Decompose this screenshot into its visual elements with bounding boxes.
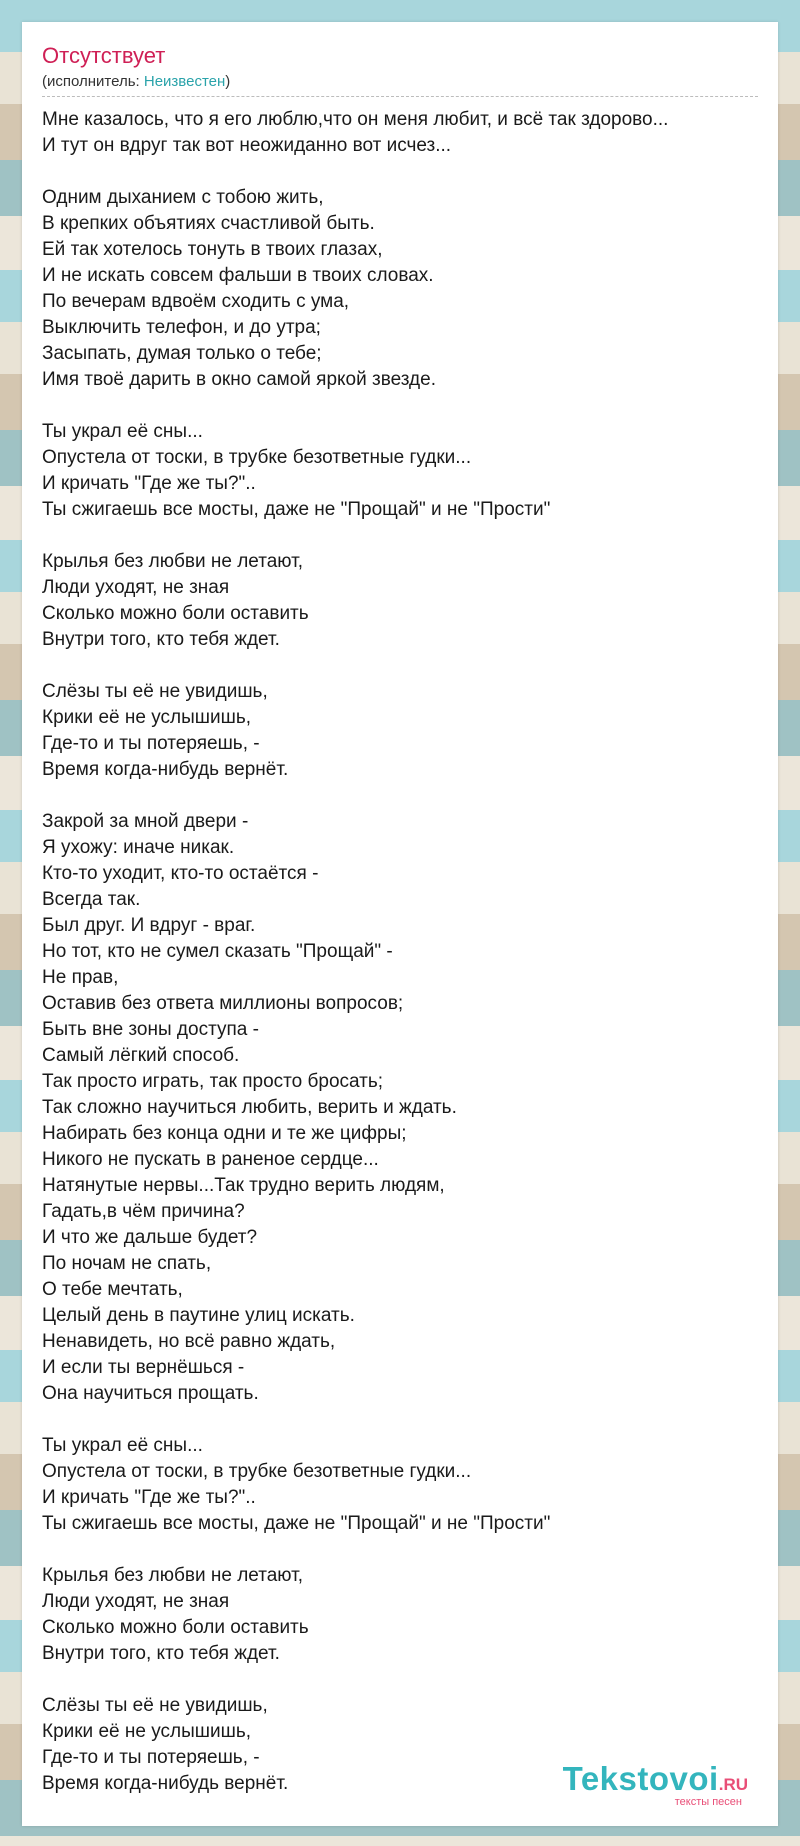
lyrics-blank-line [42, 159, 758, 185]
lyrics-line: Никого не пускать в раненое сердце... [42, 1149, 379, 1170]
lyrics-line: Так просто играть, так просто бросать; [42, 1071, 384, 1092]
lyrics-line: Ненавидеть, но всё равно ждать, [42, 1331, 336, 1352]
lyrics-line: И если ты вернёшься - [42, 1357, 245, 1378]
lyrics-line: Внутри того, кто тебя ждет. [42, 629, 280, 650]
logo-subtitle: тексты песен [674, 1796, 742, 1808]
lyrics-line: Быть вне зоны доступа - [42, 1019, 259, 1040]
lyrics-line: Крылья без любви не летают, [42, 551, 303, 572]
lyrics-line: Оставив без ответа миллионы вопросов; [42, 993, 404, 1014]
lyrics-line: Слёзы ты её не увидишь, [42, 681, 268, 702]
lyrics-line: Люди уходят, не зная [42, 1591, 230, 1612]
lyrics-line: Имя твоё дарить в окно самой яркой звезде. [42, 369, 436, 390]
lyrics-line: Опустела от тоски, в трубке безответные гудки... [42, 447, 472, 468]
lyrics-line: Ты украл её сны... [42, 421, 203, 442]
lyrics-line: Я ухожу: иначе никак. [42, 837, 235, 858]
lyrics-line: Ты украл её сны... [42, 1435, 203, 1456]
lyrics-line: Был друг. И вдруг - враг. [42, 915, 256, 936]
lyrics-blank-line [42, 653, 758, 679]
performer-suffix: ) [225, 73, 231, 90]
song-title: Отсутствует [42, 43, 166, 68]
lyrics-line: И не искать совсем фальши в твоих словах. [42, 265, 434, 286]
lyrics-line: Крики её не услышишь, [42, 1721, 252, 1742]
lyrics-line: Время когда-нибудь вернёт. [42, 1773, 289, 1794]
lyrics-line: В крепких объятиях счастливой быть. [42, 213, 375, 234]
lyrics-line: О тебе мечтать, [42, 1279, 183, 1300]
lyrics-blank-line [42, 523, 758, 549]
lyrics-line: Ей так хотелось тонуть в твоих глазах, [42, 239, 383, 260]
lyrics-line: Опустела от тоски, в трубке безответные гудки... [42, 1461, 472, 1482]
lyrics-line: Всегда так. [42, 889, 141, 910]
lyrics-blank-line [42, 1667, 758, 1693]
lyrics-line: Крики её не услышишь, [42, 707, 252, 728]
lyrics-card [22, 22, 778, 1826]
lyrics-line: Гадать,в чём причина? [42, 1201, 245, 1222]
lyrics-line: Самый лёгкий способ. [42, 1045, 240, 1066]
site-logo[interactable] [563, 1762, 748, 1808]
performer-line [42, 72, 758, 97]
lyrics-line: Не прав, [42, 967, 119, 988]
lyrics-line: Слёзы ты её не увидишь, [42, 1695, 268, 1716]
lyrics-line: Время когда-нибудь вернёт. [42, 759, 289, 780]
lyrics-line: И кричать "Где же ты?".. [42, 1487, 256, 1508]
lyrics-text [42, 107, 758, 1797]
lyrics-line: Одним дыханием с тобою жить, [42, 187, 324, 208]
lyrics-line: Где-то и ты потеряешь, - [42, 733, 260, 754]
lyrics-line: Выключить телефон, и до утра; [42, 317, 321, 338]
logo-main-text: Tekstovoi [562, 1760, 719, 1797]
lyrics-line: Так сложно научиться любить, верить и ждать. [42, 1097, 457, 1118]
lyrics-line: Засыпать, думая только о тебе; [42, 343, 322, 364]
lyrics-line: Сколько можно боли оставить [42, 1617, 309, 1638]
logo-tld-text: .RU [718, 1775, 748, 1794]
lyrics-blank-line [42, 1407, 758, 1433]
lyrics-line: По вечерам вдвоём сходить с ума, [42, 291, 350, 312]
performer-prefix: (исполнитель: [42, 73, 144, 90]
lyrics-blank-line [42, 393, 758, 419]
lyrics-line: По ночам не спать, [42, 1253, 212, 1274]
lyrics-line: И что же дальше будет? [42, 1227, 258, 1248]
lyrics-line: Мне казалось, что я его люблю,что он меня любит, и всё так здорово... [42, 109, 669, 130]
lyrics-line: Закрой за мной двери - [42, 811, 249, 832]
lyrics-line: Но тот, кто не сумел сказать "Прощай" - [42, 941, 393, 962]
lyrics-line: Ты сжигаешь все мосты, даже не "Прощай" и не "Прости" [42, 1513, 551, 1534]
lyrics-line: Где-то и ты потеряешь, - [42, 1747, 260, 1768]
lyrics-blank-line [42, 783, 758, 809]
lyrics-line: Целый день в паутине улиц искать. [42, 1305, 355, 1326]
lyrics-line: Ты сжигаешь все мосты, даже не "Прощай" и не "Прости" [42, 499, 551, 520]
lyrics-line: Люди уходят, не зная [42, 577, 230, 598]
lyrics-line: Кто-то уходит, кто-то остаётся - [42, 863, 319, 884]
lyrics-line: И кричать "Где же ты?".. [42, 473, 256, 494]
performer-link[interactable]: Неизвестен [143, 73, 226, 90]
lyrics-line: Натянутые нервы...Так трудно верить людям, [42, 1175, 445, 1196]
logo-wordmark [563, 1762, 748, 1796]
lyrics-line: Сколько можно боли оставить [42, 603, 309, 624]
lyrics-line: И тут он вдруг так вот неожиданно вот исчез... [42, 135, 452, 156]
lyrics-line: Набирать без конца одни и те же цифры; [42, 1123, 407, 1144]
lyrics-line: Крылья без любви не летают, [42, 1565, 303, 1586]
lyrics-line: Внутри того, кто тебя ждет. [42, 1643, 280, 1664]
lyrics-blank-line [42, 1537, 758, 1563]
lyrics-line: Она научиться прощать. [42, 1383, 259, 1404]
